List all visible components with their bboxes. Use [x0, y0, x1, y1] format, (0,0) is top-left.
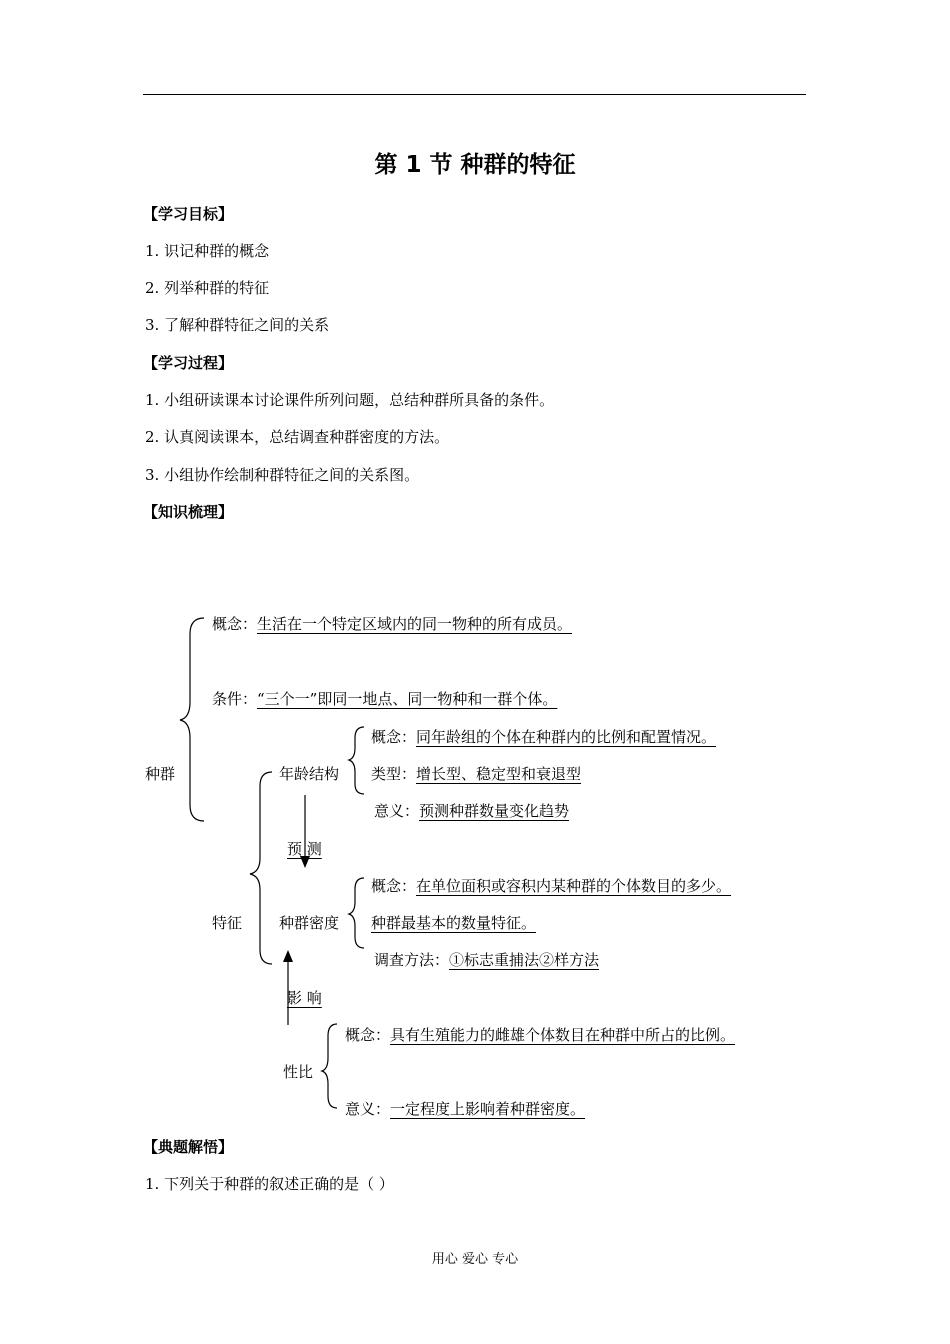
brace-features: [250, 772, 272, 964]
age-concept-text: 同年龄组的个体在种群内的比例和配置情况。: [416, 728, 717, 746]
condition-label: 条件：: [212, 690, 258, 708]
sex-meaning-row: [345, 1098, 585, 1119]
condition-row: [212, 688, 557, 709]
density-concept-label: 概念：: [371, 877, 417, 895]
process-item: 3. 小组协作绘制种群特征之间的关系图。: [145, 466, 420, 484]
process-item: 1. 小组研读课本讨论课件所列问题，总结种群所具备的条件。: [145, 391, 555, 409]
node-density: 种群密度: [279, 914, 340, 932]
density-concept-row: [371, 875, 731, 896]
arrow-influence-head: [283, 950, 293, 962]
example-item: 1. 下列关于种群的叙述正确的是（ ）: [145, 1175, 394, 1193]
sex-concept-text: 具有生殖能力的雌雄个体数目在种群中所占的比例。: [390, 1026, 736, 1044]
density-concept-text: 在单位面积或容积内某种群的个体数目的多少。: [416, 877, 732, 895]
sex-meaning-label: 意义：: [345, 1100, 391, 1118]
heading-examples: 【典题解悟】: [143, 1138, 234, 1156]
page-title: 第 1 节 种群的特征: [374, 152, 576, 178]
heading-process: 【学习过程】: [143, 354, 234, 372]
age-type-row: [371, 763, 581, 784]
age-meaning-text: 预测种群数量变化趋势: [419, 802, 570, 820]
sex-meaning-text: 一定程度上影响着种群密度。: [390, 1100, 586, 1118]
age-type-label: 类型：: [371, 765, 417, 783]
age-type-text: 增长型、稳定型和衰退型: [416, 765, 582, 783]
brace-age: [349, 727, 364, 794]
condition-text: “三个一”即同一地点、同一物种和一群个体。: [257, 690, 558, 708]
concept-row: [212, 613, 572, 634]
page-footer: 用心 爱心 专心: [431, 1252, 519, 1267]
brace-sex: [322, 1024, 337, 1108]
goal-item: 3. 了解种群特征之间的关系: [145, 316, 330, 334]
process-item: 2. 认真阅读课本，总结调查种群密度的方法。: [145, 428, 450, 446]
heading-goals: 【学习目标】: [143, 205, 234, 223]
node-age-structure: 年龄结构: [279, 765, 340, 783]
density-concept-text2: 种群最基本的数量特征。: [371, 914, 537, 932]
node-sex-ratio: 性比: [283, 1063, 314, 1081]
label-influence: 影 响: [287, 989, 322, 1007]
sex-concept-row: [345, 1024, 735, 1045]
age-concept-label: 概念：: [371, 728, 417, 746]
brace-density: [349, 878, 364, 948]
node-population: 种群: [145, 765, 176, 783]
concept-label: 概念：: [212, 615, 258, 633]
label-predict: 预 测: [287, 840, 322, 858]
age-concept-row: [371, 726, 716, 747]
concept-text: 生活在一个特定区域内的同一物种的所有成员。: [257, 615, 573, 633]
heading-knowledge: 【知识梳理】: [143, 503, 234, 521]
goal-item: 1. 识记种群的概念: [145, 242, 270, 260]
node-features: 特征: [212, 914, 243, 932]
goal-item: 2. 列举种群的特征: [145, 279, 270, 297]
sex-concept-label: 概念：: [345, 1026, 391, 1044]
density-method-text: ①标志重捕法②样方法: [449, 951, 600, 969]
density-method-row: [374, 949, 599, 970]
age-meaning-label: 意义：: [374, 802, 420, 820]
density-method-label: 调查方法：: [374, 951, 450, 969]
brace-population: [180, 618, 204, 821]
age-meaning-row: [374, 800, 569, 821]
